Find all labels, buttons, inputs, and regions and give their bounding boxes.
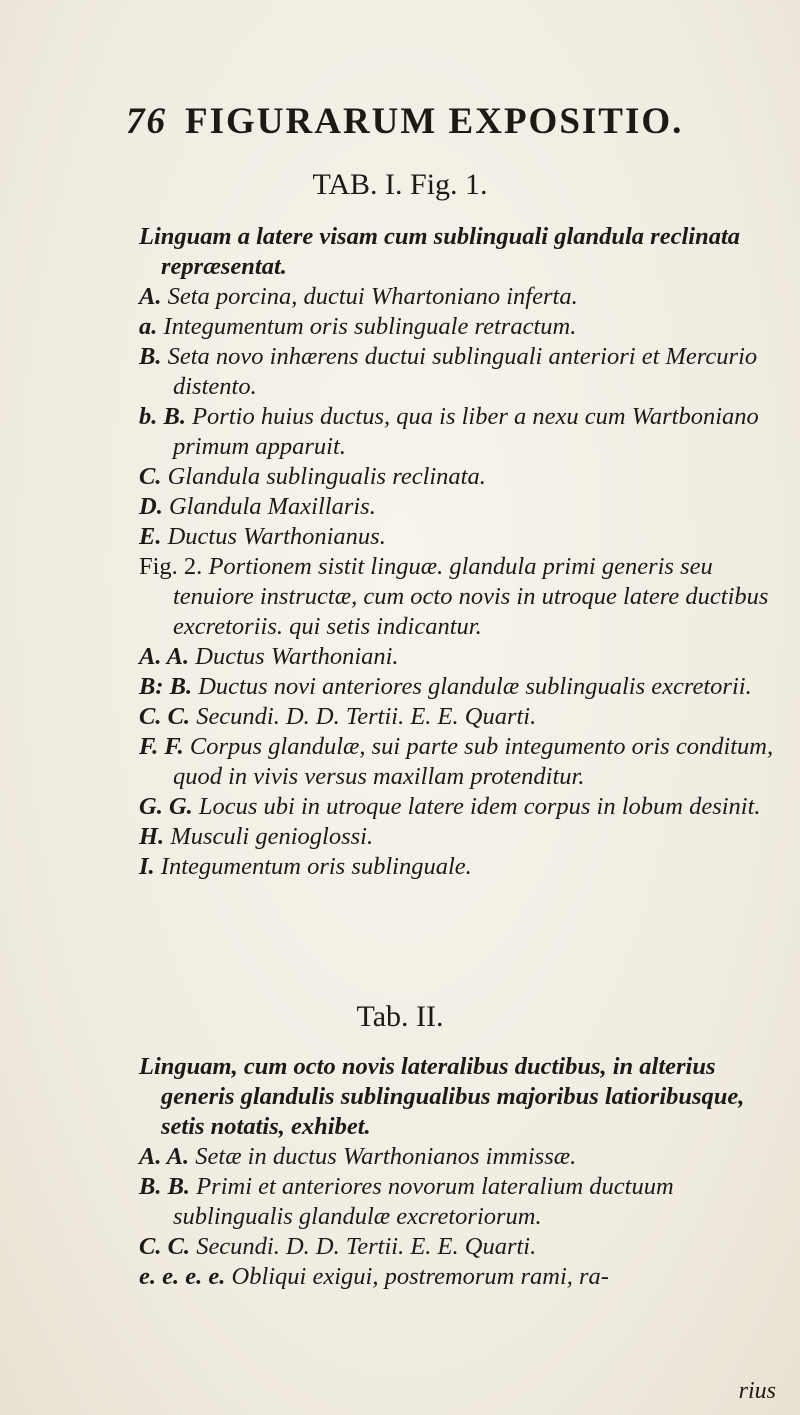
entry-label: a. xyxy=(139,313,158,340)
tab2-title: Tab. II. xyxy=(356,1000,444,1033)
entry-label: I. xyxy=(139,853,155,880)
tab1-entry xyxy=(139,672,779,702)
tab1-entry xyxy=(139,642,779,672)
tab1-title: TAB. I. Fig. 1. xyxy=(312,168,488,201)
running-title: FIGURARUM EXPOSITIO. xyxy=(185,101,684,142)
entry-text: Glandula sublingualis reclinata. xyxy=(167,463,486,490)
entry-label: C. C. xyxy=(139,703,191,730)
tab1-entry xyxy=(139,552,779,642)
entry-label: B: B. xyxy=(139,673,193,700)
entry-text: Seta porcina, ductui Whartoniano inferta. xyxy=(167,283,578,310)
entry-text: Obliqui exigui, postremorum rami, ra- xyxy=(231,1263,609,1290)
entry-text: Ductus novi anteriores glandulæ sublingualis excretorii. xyxy=(198,673,752,700)
entry-text: Ductus Warthoniani. xyxy=(195,643,399,670)
entry-text: Corpus glandulæ, sui parte sub integumento oris conditum, quod in vivis versus maxillam protenditur. xyxy=(173,733,774,790)
tab1-entry xyxy=(139,402,779,462)
running-header xyxy=(126,100,683,143)
entry-label: C. C. xyxy=(139,1233,191,1260)
entry-label: B. xyxy=(139,343,162,370)
entry-text: Glandula Maxillaris. xyxy=(168,493,376,520)
entry-text: Primi et anteriores novorum lateralium ductuum sublingualis glandulæ excretoriorum. xyxy=(173,1173,674,1230)
tab2-intro: Linguam, cum octo novis lateralibus ductibus, in alterius generis glandulis sublingualibus majoribus latioribusque, setis notatis, exhibet. xyxy=(139,1053,745,1140)
entry-label: C. xyxy=(139,463,162,490)
entry-label: F. F. xyxy=(139,733,184,760)
tab2-entries xyxy=(139,1142,779,1292)
tab1-entry xyxy=(139,312,779,342)
entry-text: Setæ in ductus Warthonianos immissæ. xyxy=(195,1143,577,1170)
entry-label: b. B. xyxy=(139,403,186,430)
entry-text: Integumentum oris sublinguale retractum. xyxy=(163,313,577,340)
tab1-entry xyxy=(139,822,779,852)
tab2-block xyxy=(139,1052,779,1292)
entry-text: Locus ubi in utroque latere idem corpus in lobum desinit. xyxy=(198,793,761,820)
tab1-entry xyxy=(139,792,779,822)
tab2-entry xyxy=(139,1142,779,1172)
entry-text: Portio huius ductus, qua is liber a nexu cum Wartboniano primum apparuit. xyxy=(173,403,759,460)
tab1-intro: Linguam a latere visam cum sublinguali glandula reclinata repræsentat. xyxy=(139,223,741,280)
tab1-entry xyxy=(139,852,779,882)
entry-text: Secundi. D. D. Tertii. E. E. Quarti. xyxy=(196,1233,537,1260)
tab1-entry xyxy=(139,732,779,792)
entry-text: Ductus Warthonianus. xyxy=(167,523,386,550)
tab2-entry xyxy=(139,1262,779,1292)
catchword: rius xyxy=(738,1378,776,1404)
tab1-block xyxy=(139,222,779,882)
tab1-entry xyxy=(139,342,779,402)
tab1-entry xyxy=(139,522,779,552)
tab1-entry xyxy=(139,462,779,492)
entry-label: D. xyxy=(139,493,163,520)
entry-label: A. A. xyxy=(139,643,190,670)
entry-label: B. B. xyxy=(139,1173,191,1200)
entry-label: E. xyxy=(139,523,162,550)
tab2-entry xyxy=(139,1172,779,1232)
tab1-entries xyxy=(139,282,779,882)
page-number: 76 xyxy=(126,101,167,142)
tab2-entry xyxy=(139,1232,779,1262)
tab1-entry xyxy=(139,702,779,732)
entry-text: Integumentum oris sublinguale. xyxy=(160,853,472,880)
entry-label: e. e. e. e. xyxy=(139,1263,226,1290)
entry-label: H. xyxy=(139,823,165,850)
tab1-entry xyxy=(139,492,779,522)
entry-label: G. G. xyxy=(139,793,193,820)
entry-text: Secundi. D. D. Tertii. E. E. Quarti. xyxy=(196,703,537,730)
entry-label: A. xyxy=(139,283,162,310)
entry-text: Seta novo inhærens ductui sublinguali anteriori et Mercurio distento. xyxy=(167,343,758,400)
tab1-entry xyxy=(139,282,779,312)
entry-label: A. A. xyxy=(139,1143,190,1170)
entry-text: Portionem sistit linguæ. glandula primi generis seu tenuiore instructæ, cum octo novis in utroque latere ductibus excretoriis. qui setis indicantur. xyxy=(173,553,769,640)
entry-label: Fig. 2. xyxy=(139,553,203,580)
entry-text: Musculi genioglossi. xyxy=(170,823,374,850)
